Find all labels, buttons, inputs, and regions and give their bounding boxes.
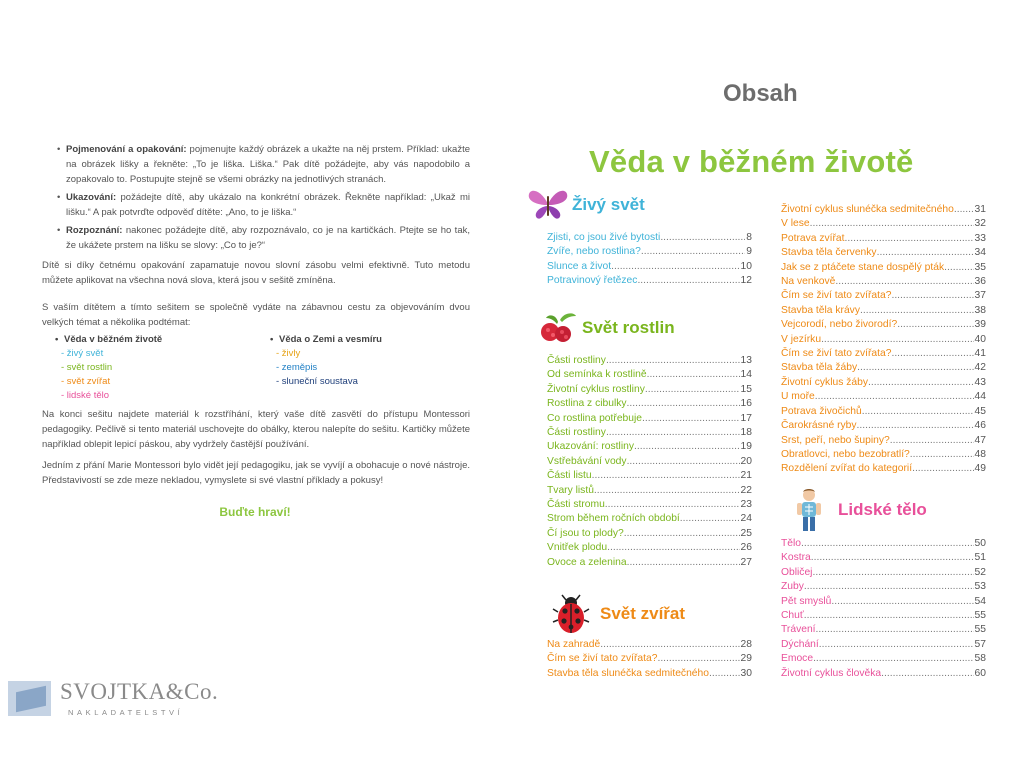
- topic-item: - svět rostlin: [61, 362, 113, 373]
- raspberry-icon: [536, 310, 580, 346]
- toc-entry-title: Čím se živí tato zvířata?: [547, 653, 658, 665]
- instruction-bullets: [57, 142, 470, 256]
- toc-entry-page: 18: [740, 427, 752, 439]
- toc-entry[interactable]: [781, 275, 986, 289]
- toc-entry-title: Části listu: [547, 470, 592, 482]
- bullet-term: Ukazování:: [66, 192, 117, 203]
- topic-heading: • Věda v běžném životě: [55, 333, 162, 347]
- toc-entry-title: Rozdělení zvířat do kategorií: [781, 463, 913, 475]
- toc-entry-title: Stavba těla žáby: [781, 362, 858, 374]
- toc-entry-page: 26: [740, 542, 752, 554]
- topic-item: - sluneční soustava: [276, 376, 358, 387]
- paragraph-journey: S vaším dítětem a tímto sešitem se společně vydáte na zábavnou cestu za objevováním dvou velkých témat a několika podtémat:: [42, 302, 470, 328]
- bullet-term: Rozpoznání:: [66, 225, 123, 236]
- toc-entry-page: 27: [740, 556, 752, 568]
- toc-entry[interactable]: [781, 289, 986, 303]
- toc-entry-title: Části rostliny: [547, 427, 606, 439]
- section-title-living-world: Živý svět: [572, 195, 645, 214]
- topic-item: - lidské tělo: [61, 390, 110, 401]
- toc-entry[interactable]: [547, 498, 752, 512]
- toc-entry[interactable]: [781, 434, 986, 448]
- bullet-text: požádejte dítě, aby ukázalo na konkrétní obrázek. Řekněte například: „Ukaž mi lišku.“ A pak potvrďte odpověď dítěte: „Ano, to je liška.“: [66, 192, 470, 218]
- toc-entry-page: 40: [974, 333, 986, 345]
- toc-entry-page: 23: [740, 499, 752, 511]
- toc-entry-title: Vstřebávání vody: [547, 455, 627, 467]
- toc-entry[interactable]: [547, 231, 752, 245]
- toc-entry[interactable]: [781, 361, 986, 375]
- toc-entry[interactable]: [547, 274, 752, 288]
- toc-entry-title: Stavba těla krávy: [781, 304, 860, 316]
- toc-entry[interactable]: [781, 261, 986, 275]
- toc-entry-title: Rostlina z cibulky: [547, 398, 627, 410]
- toc-entry-title: Vnitřek plodu: [547, 542, 608, 554]
- topic-item: - živý svět: [61, 348, 104, 359]
- toc-entry[interactable]: [781, 667, 986, 681]
- page-subtitle: Věda v běžném životě: [589, 144, 914, 179]
- toc-entry[interactable]: [547, 440, 752, 454]
- toc-entry[interactable]: [781, 638, 986, 652]
- toc-entry[interactable]: [781, 318, 986, 332]
- toc-entry-title: Životní cyklus člověka: [781, 667, 882, 679]
- toc-entry-page: 28: [740, 639, 752, 650]
- toc-entry-title: Potrava živočichů: [781, 405, 862, 417]
- toc-entry[interactable]: [781, 405, 986, 419]
- toc-entry-page: 24: [740, 513, 752, 525]
- logo-subtitle: NAKLADATELSTVÍ: [68, 708, 184, 717]
- toc-entry[interactable]: [781, 347, 986, 361]
- toc-entry-page: 49: [974, 463, 986, 475]
- toc-entry-page: 15: [740, 383, 752, 395]
- bullet-recognition: [57, 223, 470, 253]
- toc-entry-page: 9: [746, 246, 752, 258]
- toc-entry-page: 17: [740, 412, 752, 424]
- toc-entry-title: Dýchání: [781, 638, 819, 650]
- toc-entry-title: Srst, peří, nebo šupiny?: [781, 434, 890, 446]
- toc-entry[interactable]: [547, 556, 752, 570]
- toc-entry-title: Potravinový řetězec: [547, 275, 638, 287]
- toc-entry-title: Životní cyklus žáby: [781, 376, 868, 388]
- toc-entry-page: 10: [740, 260, 752, 272]
- toc-entry-page: 53: [974, 581, 986, 593]
- toc-human-body: [781, 537, 986, 681]
- section-title-plant-world: Svět rostlin: [582, 318, 675, 337]
- topic-column-science-everyday: [55, 333, 162, 403]
- toc-entry-page: 55: [974, 610, 986, 622]
- toc-entry[interactable]: [547, 412, 752, 426]
- topic-heading: • Věda o Zemi a vesmíru: [270, 333, 382, 347]
- toc-entry[interactable]: [547, 397, 752, 411]
- toc-entry-page: 55: [974, 624, 986, 636]
- toc-living-world: [547, 231, 752, 289]
- paragraph-repetition: Dítě si díky četnému opakování zapamatuje novou slovní zásobu velmi efektivně. Tuto metodu můžete aplikovat na všechna nová slova, která jsou v sešitě zmíněna.: [42, 260, 470, 286]
- ladybug-icon: [551, 594, 593, 636]
- toc-entry-page: 41: [974, 348, 986, 360]
- toc-entry-page: 12: [740, 275, 752, 287]
- toc-entry-title: Tvary listů: [547, 484, 594, 496]
- toc-entry[interactable]: [781, 462, 986, 476]
- toc-entry-page: 51: [974, 552, 986, 564]
- toc-entry-page: 52: [974, 566, 986, 578]
- toc-entry-title: Čím se živí tato zvířata?: [781, 290, 892, 302]
- toc-entry[interactable]: [547, 527, 752, 541]
- page-title: Obsah: [723, 80, 798, 107]
- toc-entry-page: 43: [974, 376, 986, 388]
- section-title-animal-world: Svět zvířat: [600, 604, 686, 623]
- toc-entry-page: 16: [740, 398, 752, 410]
- toc-entry-title: Čím se živí tato zvířata?: [781, 348, 892, 360]
- toc-entry-page: 35: [974, 261, 986, 273]
- toc-entry-title: Vejcorodí, nebo živorodí?: [781, 319, 898, 331]
- toc-entry[interactable]: [547, 383, 752, 397]
- toc-entry[interactable]: [547, 512, 752, 526]
- toc-entry-page: 22: [740, 484, 752, 496]
- toc-entry[interactable]: [547, 667, 752, 681]
- toc-entry-page: 36: [974, 276, 986, 288]
- toc-entry-page: 25: [740, 527, 752, 539]
- toc-entry-page: 57: [974, 638, 986, 650]
- toc-entry[interactable]: [781, 566, 986, 580]
- toc-entry-title: Ukazování: rostliny: [547, 441, 634, 453]
- toc-entry-title: U moře: [781, 391, 815, 403]
- toc-entry[interactable]: [781, 623, 986, 637]
- toc-entry[interactable]: [781, 419, 986, 433]
- toc-entry[interactable]: [781, 232, 986, 246]
- toc-entry-page: 47: [974, 434, 986, 446]
- toc-entry-title: V jezírku: [781, 333, 822, 345]
- toc-entry[interactable]: [547, 652, 752, 666]
- toc-entry[interactable]: [781, 537, 986, 551]
- toc-entry[interactable]: [547, 541, 752, 555]
- toc-entry[interactable]: [547, 638, 752, 652]
- toc-entry-page: 21: [740, 470, 752, 482]
- toc-entry-title: Trávení: [781, 624, 816, 636]
- bullet-term: Pojmenování a opakování:: [66, 144, 187, 155]
- toc-entry-title: Potrava zvířat: [781, 232, 845, 244]
- toc-entry-page: 19: [740, 441, 752, 453]
- toc-entry-title: Na venkově: [781, 276, 836, 288]
- toc-entry-title: Co rostlina potřebuje: [547, 412, 643, 424]
- toc-entry[interactable]: [781, 376, 986, 390]
- paragraph-material: Na konci sešitu najdete materiál k rozstříhání, který vaše dítě zasvětí do přístupu Montessori pedagogiky. Pečlivě si tento materiál uschovejte do obálky, kterou nalepíte do sešitu. Kartičky můžete například oblepit lepicí páskou, aby vydržely častější používání.: [42, 409, 470, 450]
- toc-entry-title: Obličej: [781, 566, 813, 578]
- toc-entry-title: Jak se z ptáčete stane dospělý pták: [781, 261, 945, 273]
- toc-entry[interactable]: [547, 484, 752, 498]
- toc-entry[interactable]: [547, 455, 752, 469]
- bullet-text: pojmenujte každý obrázek a ukažte na něj prstem. Příklad: ukažte na obrázek lišky a řekněte: „To je liška. Liška.“ Pak dítě požádejte, aby vás napodobilo a zopakovalo to. Postupujte stejně se všemi obrázky na jednotlivých stranách.: [66, 144, 470, 185]
- toc-entry-page: 44: [974, 391, 986, 403]
- toc-entry[interactable]: [781, 304, 986, 318]
- toc-animal-world-part1: [547, 638, 752, 681]
- toc-entry-title: Kostra: [781, 552, 811, 564]
- toc-entry-page: 20: [740, 455, 752, 467]
- toc-plant-world: [547, 354, 752, 570]
- toc-entry-title: Chuť: [781, 610, 804, 622]
- toc-entry-title: Zvíře, nebo rostlina?: [547, 246, 641, 258]
- toc-entry[interactable]: [781, 203, 986, 217]
- toc-entry-title: Čarokrásné ryby: [781, 420, 857, 432]
- toc-entry[interactable]: [781, 609, 986, 623]
- toc-entry-page: 48: [974, 448, 986, 460]
- toc-entry-title: Slunce a život: [547, 260, 612, 272]
- toc-entry-title: Části rostliny: [547, 355, 606, 366]
- toc-entry-title: Na zahradě: [547, 639, 601, 650]
- toc-entry-page: 13: [740, 355, 752, 366]
- toc-entry-page: 8: [746, 232, 752, 243]
- toc-entry-page: 31: [974, 204, 986, 215]
- toc-entry-page: 37: [974, 290, 986, 302]
- toc-entry-page: 39: [974, 319, 986, 331]
- topic-item: - svět zvířat: [61, 376, 111, 387]
- toc-entry-title: Zuby: [781, 581, 804, 593]
- bullet-pointing: [57, 190, 470, 220]
- publisher-logo: [8, 679, 219, 721]
- toc-entry-title: Ovoce a zelenina: [547, 556, 627, 568]
- bullet-text: nakonec požádejte dítě, aby rozpoznávalo, co je na kartičkách. Ptejte se ho tak, že ukážete prstem na lišku se slovy: „Co to je?“: [66, 225, 470, 251]
- toc-entry[interactable]: [781, 551, 986, 565]
- toc-entry-title: Stavba těla červenky: [781, 247, 877, 259]
- toc-entry[interactable]: [547, 469, 752, 483]
- toc-entry-title: Stavba těla slunéčka sedmitečného: [547, 667, 709, 679]
- paragraph-montessori: Jedním z přání Marie Montessori bylo vidět její pedagogiku, jak se vyvíjí a obohacuje o nové nástroje. Představivostí se zde meze nekladou, vymyslete si své vlastní příklady a pokusy!: [42, 460, 470, 486]
- toc-entry-page: 32: [974, 218, 986, 230]
- toc-entry-title: Od semínka k rostlině: [547, 369, 647, 381]
- toc-entry-title: Pět smyslů: [781, 595, 832, 607]
- toc-entry-title: Životní cyklus rostliny: [547, 383, 645, 395]
- topic-item: - zeměpis: [276, 362, 318, 373]
- toc-entry[interactable]: [781, 448, 986, 462]
- toc-entry[interactable]: [547, 245, 752, 259]
- logo-name: SVOJTKA&Co.: [60, 679, 219, 704]
- toc-entry-page: 46: [974, 420, 986, 432]
- toc-entry-page: 29: [740, 653, 752, 665]
- toc-entry-page: 34: [974, 247, 986, 259]
- toc-entry-title: V lese: [781, 218, 810, 230]
- toc-entry-page: 42: [974, 362, 986, 374]
- toc-entry-title: Životní cyklus slunéčka sedmitečného: [781, 204, 954, 215]
- toc-entry-page: 38: [974, 304, 986, 316]
- butterfly-icon: [527, 186, 569, 222]
- toc-entry-page: 50: [974, 538, 986, 549]
- toc-entry-title: Strom během ročních období: [547, 513, 680, 525]
- toc-entry-title: Čí jsou to plody?: [547, 527, 624, 539]
- toc-entry[interactable]: [781, 333, 986, 347]
- human-body-icon: [794, 487, 824, 533]
- toc-entry-page: 58: [974, 653, 986, 665]
- toc-entry-title: Emoce: [781, 653, 814, 665]
- toc-entry[interactable]: [781, 595, 986, 609]
- toc-entry-page: 54: [974, 595, 986, 607]
- toc-animal-world-part2: [781, 203, 986, 477]
- toc-entry[interactable]: [781, 390, 986, 404]
- toc-entry[interactable]: [781, 246, 986, 260]
- bullet-naming: [57, 142, 470, 187]
- toc-entry-page: 30: [740, 667, 752, 679]
- toc-entry[interactable]: [547, 426, 752, 440]
- toc-entry[interactable]: [547, 260, 752, 274]
- topic-item: - živly: [276, 348, 301, 359]
- toc-entry-title: Zjisti, co jsou živé bytosti: [547, 232, 661, 243]
- toc-entry[interactable]: [781, 217, 986, 231]
- toc-entry[interactable]: [547, 368, 752, 382]
- toc-entry[interactable]: [547, 354, 752, 368]
- toc-entry-title: Obratlovci, nebo bezobratlí?: [781, 448, 910, 460]
- toc-entry-page: 45: [974, 405, 986, 417]
- section-title-human-body: Lidské tělo: [838, 500, 927, 519]
- toc-entry-page: 60: [974, 667, 986, 679]
- closing-line: Buďte hraví!: [219, 505, 291, 519]
- toc-entry-page: 14: [740, 369, 752, 381]
- toc-entry[interactable]: [781, 652, 986, 666]
- toc-entry[interactable]: [781, 580, 986, 594]
- toc-entry-title: Tělo: [781, 538, 802, 549]
- toc-entry-title: Části stromu: [547, 499, 605, 511]
- topic-column-earth-space: [270, 333, 382, 389]
- toc-entry-page: 33: [974, 232, 986, 244]
